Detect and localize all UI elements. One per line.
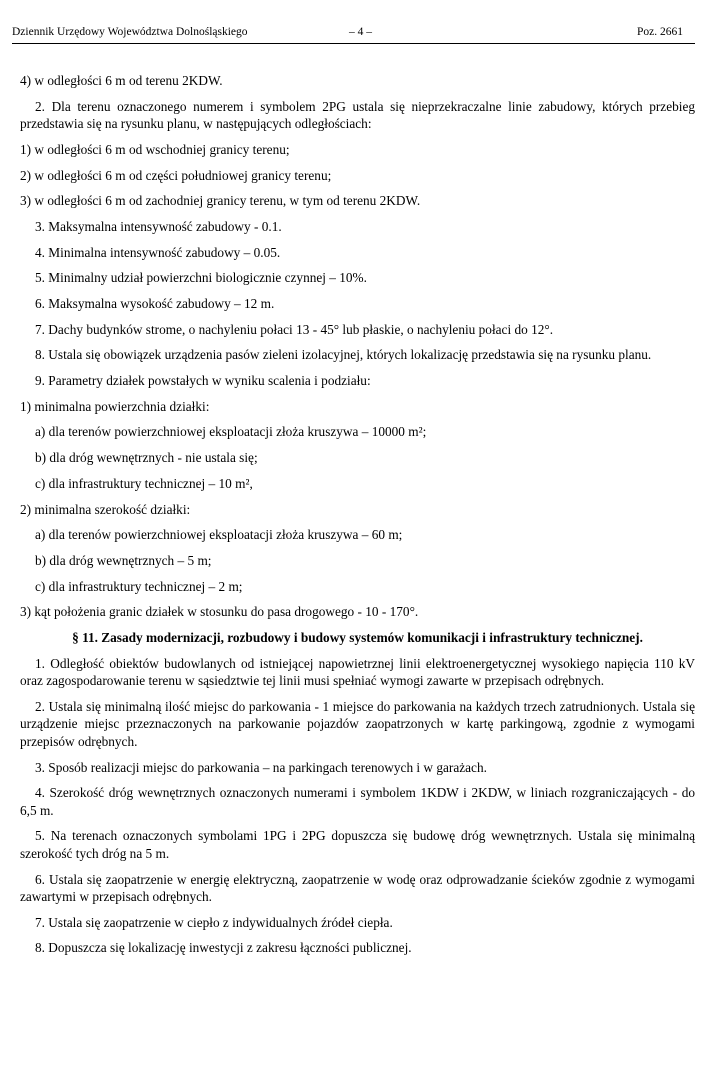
paragraph: 4. Minimalna intensywność zabudowy – 0.05. [35,244,281,260]
paragraph: b) dla dróg wewnętrznych - nie ustala się; [35,450,258,466]
paragraph: 7. Ustala się zaopatrzenie w ciepło z indywidualnych źródeł ciepła. [35,914,393,930]
paragraph: b) dla dróg wewnętrznych – 5 m; [35,552,212,568]
paragraph: 4. Szerokość dróg wewnętrznych oznaczonych numerami i symbolem 1KDW i 2KDW, w liniach rozgraniczających - do 6,5 m. [20,785,695,818]
paragraph: 1. Odległość obiektów budowlanych od istniejącej napowietrznej linii elektroenergetycznej wysokiego napięcia 110 kV oraz zagospodarowanie terenu w sąsiedztwie tej linii musi spełniać wymogi zawarte w przepisach odrębnych. [20,655,695,689]
paragraph: a) dla terenów powierzchniowej eksploatacji złoża kruszywa – 10000 m²; [35,424,427,440]
paragraph: 3) kąt położenia granic działek w stosunku do pasa drogowego - 10 - 170°. [20,604,419,620]
paragraph: 8. Ustala się obowiązek urządzenia pasów zieleni izolacyjnej, których lokalizację przedstawia się na rysunku planu. [35,347,652,363]
paragraph: 2. Dla terenu oznaczonego numerem i symbolem 2PG ustala się nieprzekraczalne linie zabudowy, których przebieg przedstawia się na rysunku planu, w następujących odległościach: [20,98,695,132]
paragraph: 1) minimalna powierzchnia działki: [20,398,210,414]
paragraph: 5. Minimalny udział powierzchni biologicznie czynnej – 10%. [35,270,367,286]
paragraph: 2. Ustala się minimalną ilość miejsc do parkowania - 1 miejsce do parkowania na każdych trzech zatrudnionych. Ustala się urządzenie miejsc przeznaczonych na parkowanie pojazdów zaopatrzonych w kartę parkingową, zgodnie z wymogami przepisów odrębnych. [20,698,695,749]
page-header [12,26,695,42]
position-number: Poz. 2661 [637,26,683,38]
paragraph: 6. Maksymalna wysokość zabudowy – 12 m. [35,296,275,311]
paragraph: 3. Sposób realizacji miejsc do parkowania – na parkingach terenowych i w garażach. [35,759,487,775]
header-rule [12,43,695,44]
paragraph: 8. Dopuszcza się lokalizację inwestycji z zakresu łączności publicznej. [35,940,412,956]
document-body [20,72,695,965]
paragraph: 6. Ustala się zaopatrzenie w energię elektryczną, zaopatrzenie w wodę oraz odprowadzanie ścieków zgodnie z wymogami zawartymi w przepisach odrębnych. [20,871,695,905]
paragraph: 1) w odległości 6 m od wschodniej granicy terenu; [20,141,290,157]
page-number: – 4 – [349,26,372,38]
paragraph: 7. Dachy budynków strome, o nachyleniu połaci 13 - 45° lub płaskie, o nachyleniu połaci do 12°. [35,321,554,337]
paragraph: 5. Na terenach oznaczonych symbolami 1PG i 2PG dopuszcza się budowę dróg wewnętrznych. Ustala się minimalną szerokość tych dróg na 5 m. [20,828,695,861]
paragraph: a) dla terenów powierzchniowej eksploatacji złoża kruszywa – 60 m; [35,527,403,543]
paragraph: 2) minimalna szerokość działki: [20,501,191,517]
paragraph: 9. Parametry działek powstałych w wyniku scalenia i podziału: [35,373,371,389]
journal-title: Dziennik Urzędowy Województwa Dolnośląskiego [12,26,248,38]
paragraph: c) dla infrastruktury technicznej – 10 m², [35,475,253,491]
section-heading: § 11. Zasady modernizacji, rozbudowy i budowy systemów komunikacji i infrastruktury technicznej. [72,629,643,645]
paragraph: c) dla infrastruktury technicznej – 2 m; [35,578,243,594]
paragraph: 4) w odległości 6 m od terenu 2KDW. [20,73,223,88]
paragraph: 3. Maksymalna intensywność zabudowy - 0.1. [35,218,282,234]
paragraph: 2) w odległości 6 m od części południowej granicy terenu; [20,167,332,183]
paragraph: 3) w odległości 6 m od zachodniej granicy terenu, w tym od terenu 2KDW. [20,193,421,209]
